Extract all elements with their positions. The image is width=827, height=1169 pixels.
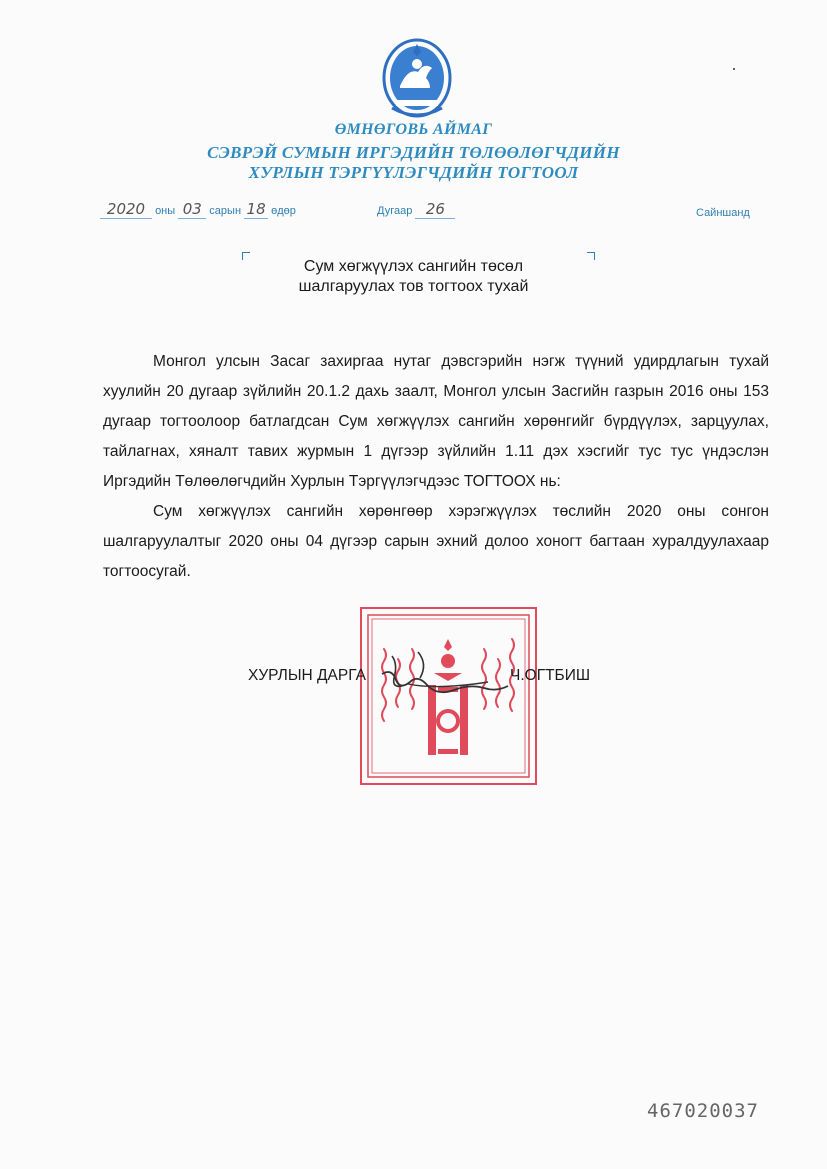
day-suffix: өдөр [271,205,296,217]
date-line [100,200,296,222]
body-paragraph-1: Монгол улсын Засаг захиргаа нутаг дэвсгэрийн нэгж түүний удирдлагын тухай хуулийн 20 дугаар зүйлийн 20.1.2 дахь заалт, Монгол улсын Засгийн газрын 2016 оны 153 дугаар тогтоолоор батлагдсан Сум хөгжүүлэх сангийн хөрөнгийг бүрдүүлэх, зарцуулах, тайлагнах, хяналт тавих журмын 1 дүгээр зүйлийн 1.11 дэх хэсгийг тус тус үндэслэн Иргэдийн Төлөөлөгчдийн Хурлын Тэргүүлэгчдээс ТОГТООХ нь: [103,353,769,490]
signature-scribble-icon [378,644,518,700]
signatory-name: Ч.ОГТБИШ [510,667,591,684]
year-suffix: оны [155,205,176,217]
header-resolution-title: ХУРЛЫН ТЭРГҮҮЛЭГЧДИЙН ТОГТООЛ [248,163,579,182]
day-handwritten: 18 [244,200,268,219]
body-paragraph-2: Сум хөгжүүлэх сангийн хөрөнгөөр хэрэгжүүлэх төслийн 2020 оны сонгон шалгаруулалтыг 2020 оны 04 дүгээр сарын эхний долоо хоногт багтаан хуралдуулахаар тогтоосугай. [103,503,769,580]
header-sum-council: СЭВРЭЙ СУМЫН ИРГЭДИЙН ТӨЛӨӨЛӨГЧДИЙН [207,143,620,162]
signature-position: ХУРЛЫН ДАРГА [248,667,366,684]
number-line [377,200,455,222]
document-serial-number: 467020037 [647,1100,759,1122]
number-handwritten: 26 [415,200,455,219]
resolution-title-line1: Сум хөгжүүлэх сангийн төсөл [303,258,524,275]
number-label: Дугаар [377,205,413,217]
header-aimag: ӨМНӨГОВЬ АЙМАГ [334,121,493,138]
resolution-body [103,347,769,587]
resolution-title-line2: шалгаруулах тов тогтоох тухай [298,278,529,295]
month-suffix: сарын [209,205,242,217]
mongolia-emblem-icon [382,38,452,120]
year-handwritten: 2020 [100,200,152,219]
handwritten-signature [378,644,518,700]
month-handwritten: 03 [178,200,206,219]
state-emblem [382,38,452,120]
place-name: Сайншанд [696,207,750,219]
speck-mark [733,68,735,70]
